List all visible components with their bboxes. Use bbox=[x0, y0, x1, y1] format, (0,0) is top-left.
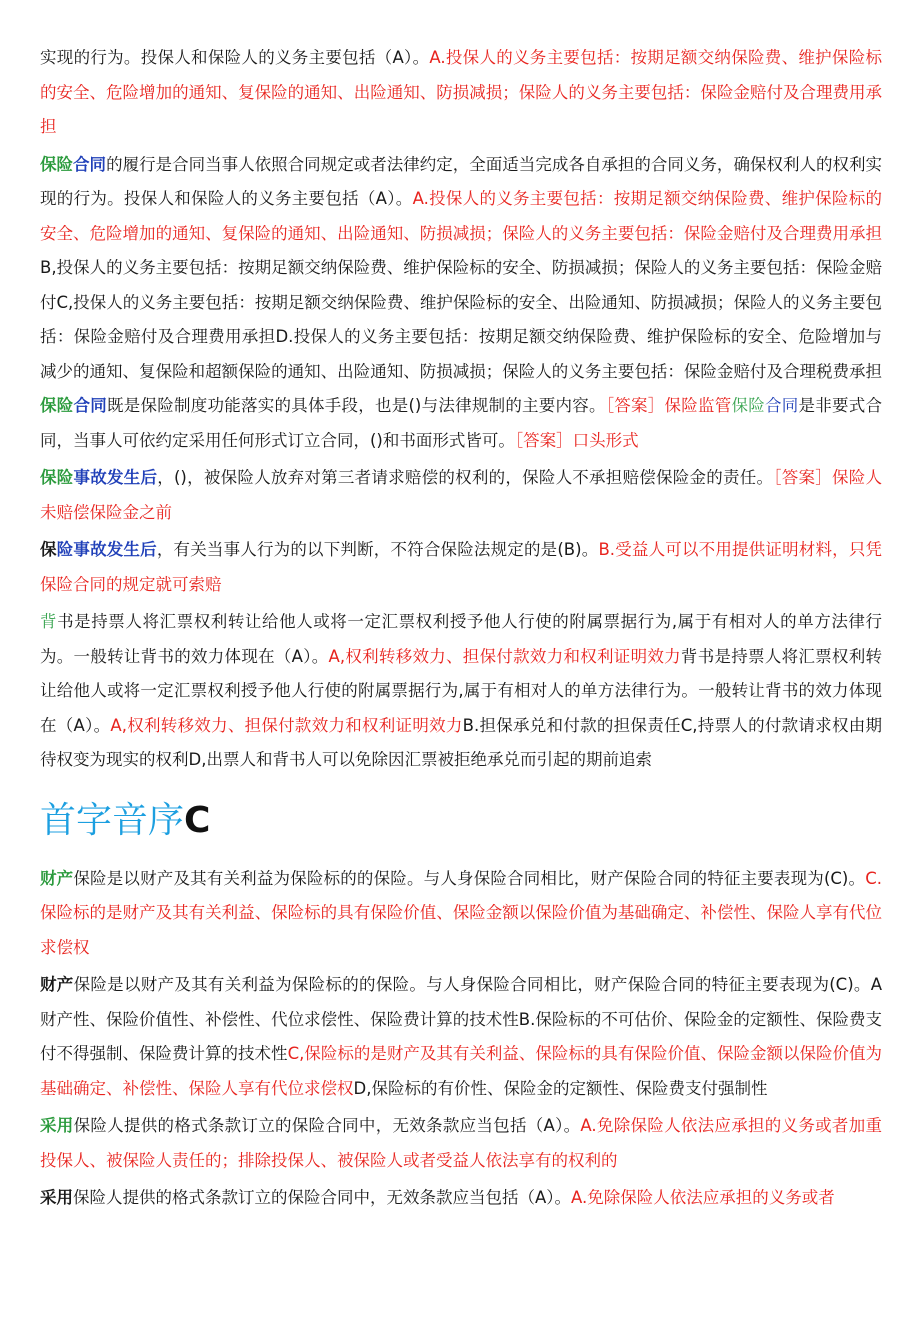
options-text: D,保险标的有价性、保险金的定额性、保险费支付强制性 bbox=[353, 1078, 768, 1098]
answer-text: A.免除保险人依法应承担的义务或者 bbox=[571, 1188, 835, 1207]
heading-text: 首字音序 bbox=[40, 799, 185, 841]
paragraph-2 bbox=[40, 148, 882, 459]
paragraph-6 bbox=[40, 862, 882, 966]
answer-text: A,权利转移效力、担保付款效力和权利证明效力 bbox=[328, 646, 681, 666]
keyword-highlight: 采用 bbox=[40, 1188, 73, 1207]
answer-text: A.投保人的义务主要包括：按期足额交纳保险费、维护保险标的安全、危险增加的通知、复保险的通知、出险通知、防损减损；保险人的义务主要包括：保险金赔付及合理费用承担 bbox=[40, 189, 882, 243]
question-text: 保险人提供的格式条款订立的保险合同中，无效条款应当包括（A）。 bbox=[73, 1188, 572, 1207]
answer-text: A.免除保险人依法应承担的义务或者加重投保人、被保险人责任的；排除投保人、被保险人或者受益人依法享有的权利的 bbox=[40, 1116, 882, 1170]
question-text: ，有关当事人行为的以下判断，不符合保险法规定的是(B)。 bbox=[156, 540, 599, 559]
paragraph-3 bbox=[40, 461, 882, 530]
heading-letter: C bbox=[184, 799, 211, 841]
keyword-highlight: 采用 bbox=[40, 1116, 74, 1135]
keyword-highlight: 合同 bbox=[765, 396, 799, 415]
question-text: 是非要式合同，当事人可依约定采用任何形式订立合同，()和书面形式皆可。 bbox=[40, 396, 883, 450]
answer-text: C.保险标的是财产及其有关利益、保险标的具有保险价值、保险金额以保险价值为基础确定、补偿性、保险人享有代位求偿权 bbox=[40, 868, 883, 957]
keyword-highlight: 保险 bbox=[40, 154, 74, 174]
question-text: 既是保险制度功能落实的具体手段，也是()与法律规制的主要内容。 bbox=[107, 396, 606, 415]
question-text: 的履行是合同当事人依照合同规定或者法律约定，全面适当完成各自承担的合同义务，确保权利人的权利实现的行为。投保人和保险人的义务主要包括（A）。 bbox=[40, 154, 883, 208]
keyword-highlight: 事故发生后 bbox=[73, 468, 158, 487]
keyword-highlight: 保险 bbox=[40, 468, 74, 487]
paragraph-8 bbox=[40, 1109, 882, 1178]
answer-text: ［答案］保险人未赔偿保险金之前 bbox=[40, 468, 883, 522]
section-heading bbox=[40, 798, 882, 844]
question-text: 书是持票人将汇票权利转让给他人或将一定汇票权利授予他人行使的附属票据行为,属于有相对人的单方法律行为。一般转让背书的效力体现在（A）。 bbox=[40, 612, 882, 666]
keyword-highlight: 财产 bbox=[40, 975, 74, 994]
paragraph-1 bbox=[40, 41, 882, 145]
answer-text: B.受益人可以不用提供证明材料，只凭保险合同的规定就可索赔 bbox=[40, 540, 883, 594]
keyword-highlight: 背 bbox=[40, 612, 58, 631]
keyword-highlight: 保 bbox=[40, 540, 57, 559]
answer-text: C,保险标的是财产及其有关利益、保险标的具有保险价值、保险金额以保险价值为基础确定、补偿性、保险人享有代位求偿权 bbox=[40, 1044, 882, 1098]
answer-text: ［答案］保险监管 bbox=[605, 396, 732, 415]
keyword-highlight: 险事故发生后 bbox=[56, 540, 157, 559]
keyword-highlight: 合同 bbox=[73, 396, 107, 415]
answer-text: A.投保人的义务主要包括：按期足额交纳保险费、维护保险标的安全、危险增加的通知、复保险的通知、出险通知、防损减损；保险人的义务主要包括：保险金赔付及合理费用承担 bbox=[40, 48, 882, 136]
question-text: 背书是持票人将汇票权利转让给他人或将一定汇票权利授予他人行使的附属票据行为,属于有相对人的单方法律行为。一般转让背书的效力体现在（A）。 bbox=[40, 646, 882, 735]
paragraph-5 bbox=[40, 605, 882, 778]
keyword-highlight: 合同 bbox=[73, 154, 107, 174]
options-text: B.担保承兑和付款的担保责任C,持票人的付款请求权由期待权变为现实的权利D,出票人和背书人可以免除因汇票被拒绝承兑而引起的期前追索 bbox=[40, 715, 882, 769]
answer-text: A,权利转移效力、担保付款效力和权利证明效力 bbox=[110, 715, 463, 735]
document-page bbox=[0, 41, 920, 1342]
answer-text: ［答案］口头形式 bbox=[514, 430, 639, 450]
keyword-highlight: 保险 bbox=[731, 396, 766, 415]
paragraph-9 bbox=[40, 1181, 882, 1216]
paragraph-4 bbox=[40, 533, 882, 602]
question-text: 保险是以财产及其有关利益为保险标的的保险。与人身保险合同相比，财产保险合同的特征主要表现为(C)。A财产性、保险价值性、补偿性、代位求偿性、保险费计算的技术性B.保险标的不可估价、保险金的定额性、保险费支付不得强制、保险费计算的技术性 bbox=[40, 975, 883, 1063]
question-text: 保险人提供的格式条款订立的保险合同中，无效条款应当包括（A）。 bbox=[73, 1116, 581, 1135]
keyword-highlight: 财产 bbox=[40, 868, 74, 888]
question-text: 实现的行为。投保人和保险人的义务主要包括（A）。 bbox=[40, 48, 430, 67]
question-text: 保险是以财产及其有关利益为保险标的的保险。与人身保险合同相比，财产保险合同的特征主要表现为(C)。 bbox=[73, 868, 866, 888]
question-text: ，()，被保险人放弃对第三者请求赔偿的权利的，保险人不承担赔偿保险金的责任。 bbox=[157, 468, 774, 487]
paragraph-7 bbox=[40, 968, 882, 1106]
options-text: B,投保人的义务主要包括：按期足额交纳保险费、维护保险标的安全、防损减损；保险人的义务主要包括：保险金赔付C,投保人的义务主要包括：按期足额交纳保险费、维护保险标的安全、出险通知、防损减损；保险人的义务主要包括：保险金赔付及合理费用承担D.投保人的义务主要包括：按期足额交纳保险费、维护保险标的安全、危险增加与减少的通知、复保险和超额保险的通知、出险通知、防损减损；保险人的义务主要包括：保险金赔付及合理税费承担 bbox=[40, 258, 882, 381]
keyword-highlight: 保险 bbox=[40, 396, 74, 415]
